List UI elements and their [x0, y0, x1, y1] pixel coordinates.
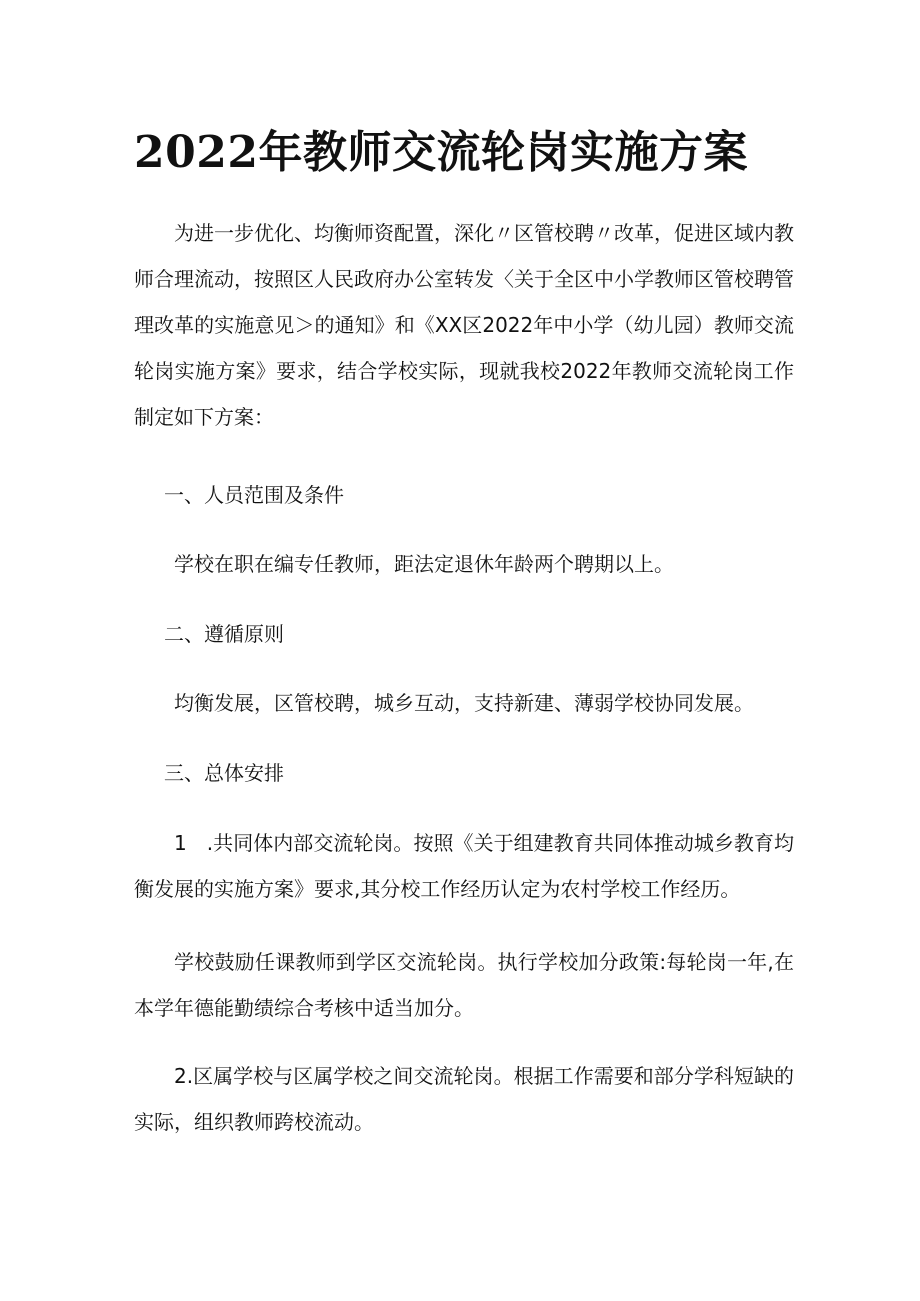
section-3-item-2: 2.区属学校与区属学校之间交流轮岗。根据工作需要和部分学科短缺的实际，组织教师跨校流动。: [134, 1064, 794, 1134]
intro-paragraph: 为进一步优化、均衡师资配置，深化〃区管校聘〃改革，促进区域内教师合理流动，按照区人民政府办公室转发〈关于全区中小学教师区管校聘管理改革的实施意见＞的通知》和《XX区2022年中小学（幼儿园）教师交流轮岗实施方案》要求，结合学校实际，现就我校2022年教师交流轮岗工作制定如下方案：: [134, 221, 794, 429]
section-2-body: 均衡发展，区管校聘，城乡互动，支持新建、薄弱学校协同发展。: [174, 691, 754, 715]
section-3-item-1-extra: 学校鼓励任课教师到学区交流轮岗。执行学校加分政策:每轮岗一年,在本学年德能勤绩综合考核中适当加分。: [134, 950, 794, 1020]
section-2-heading: 二、遵循原则: [164, 622, 284, 646]
section-1-heading: 一、人员范围及条件: [164, 483, 344, 507]
section-3-item-1: 1 .共同体内部交流轮岗。按照《关于组建教育共同体推动城乡教育均衡发展的实施方案》要求,其分校工作经历认定为农村学校工作经历。: [134, 831, 794, 901]
document-title: 2022年教师交流轮岗实施方案: [134, 127, 748, 178]
section-1-body: 学校在职在编专任教师，距法定退休年龄两个聘期以上。: [174, 552, 674, 576]
section-3-heading: 三、总体安排: [164, 761, 284, 785]
